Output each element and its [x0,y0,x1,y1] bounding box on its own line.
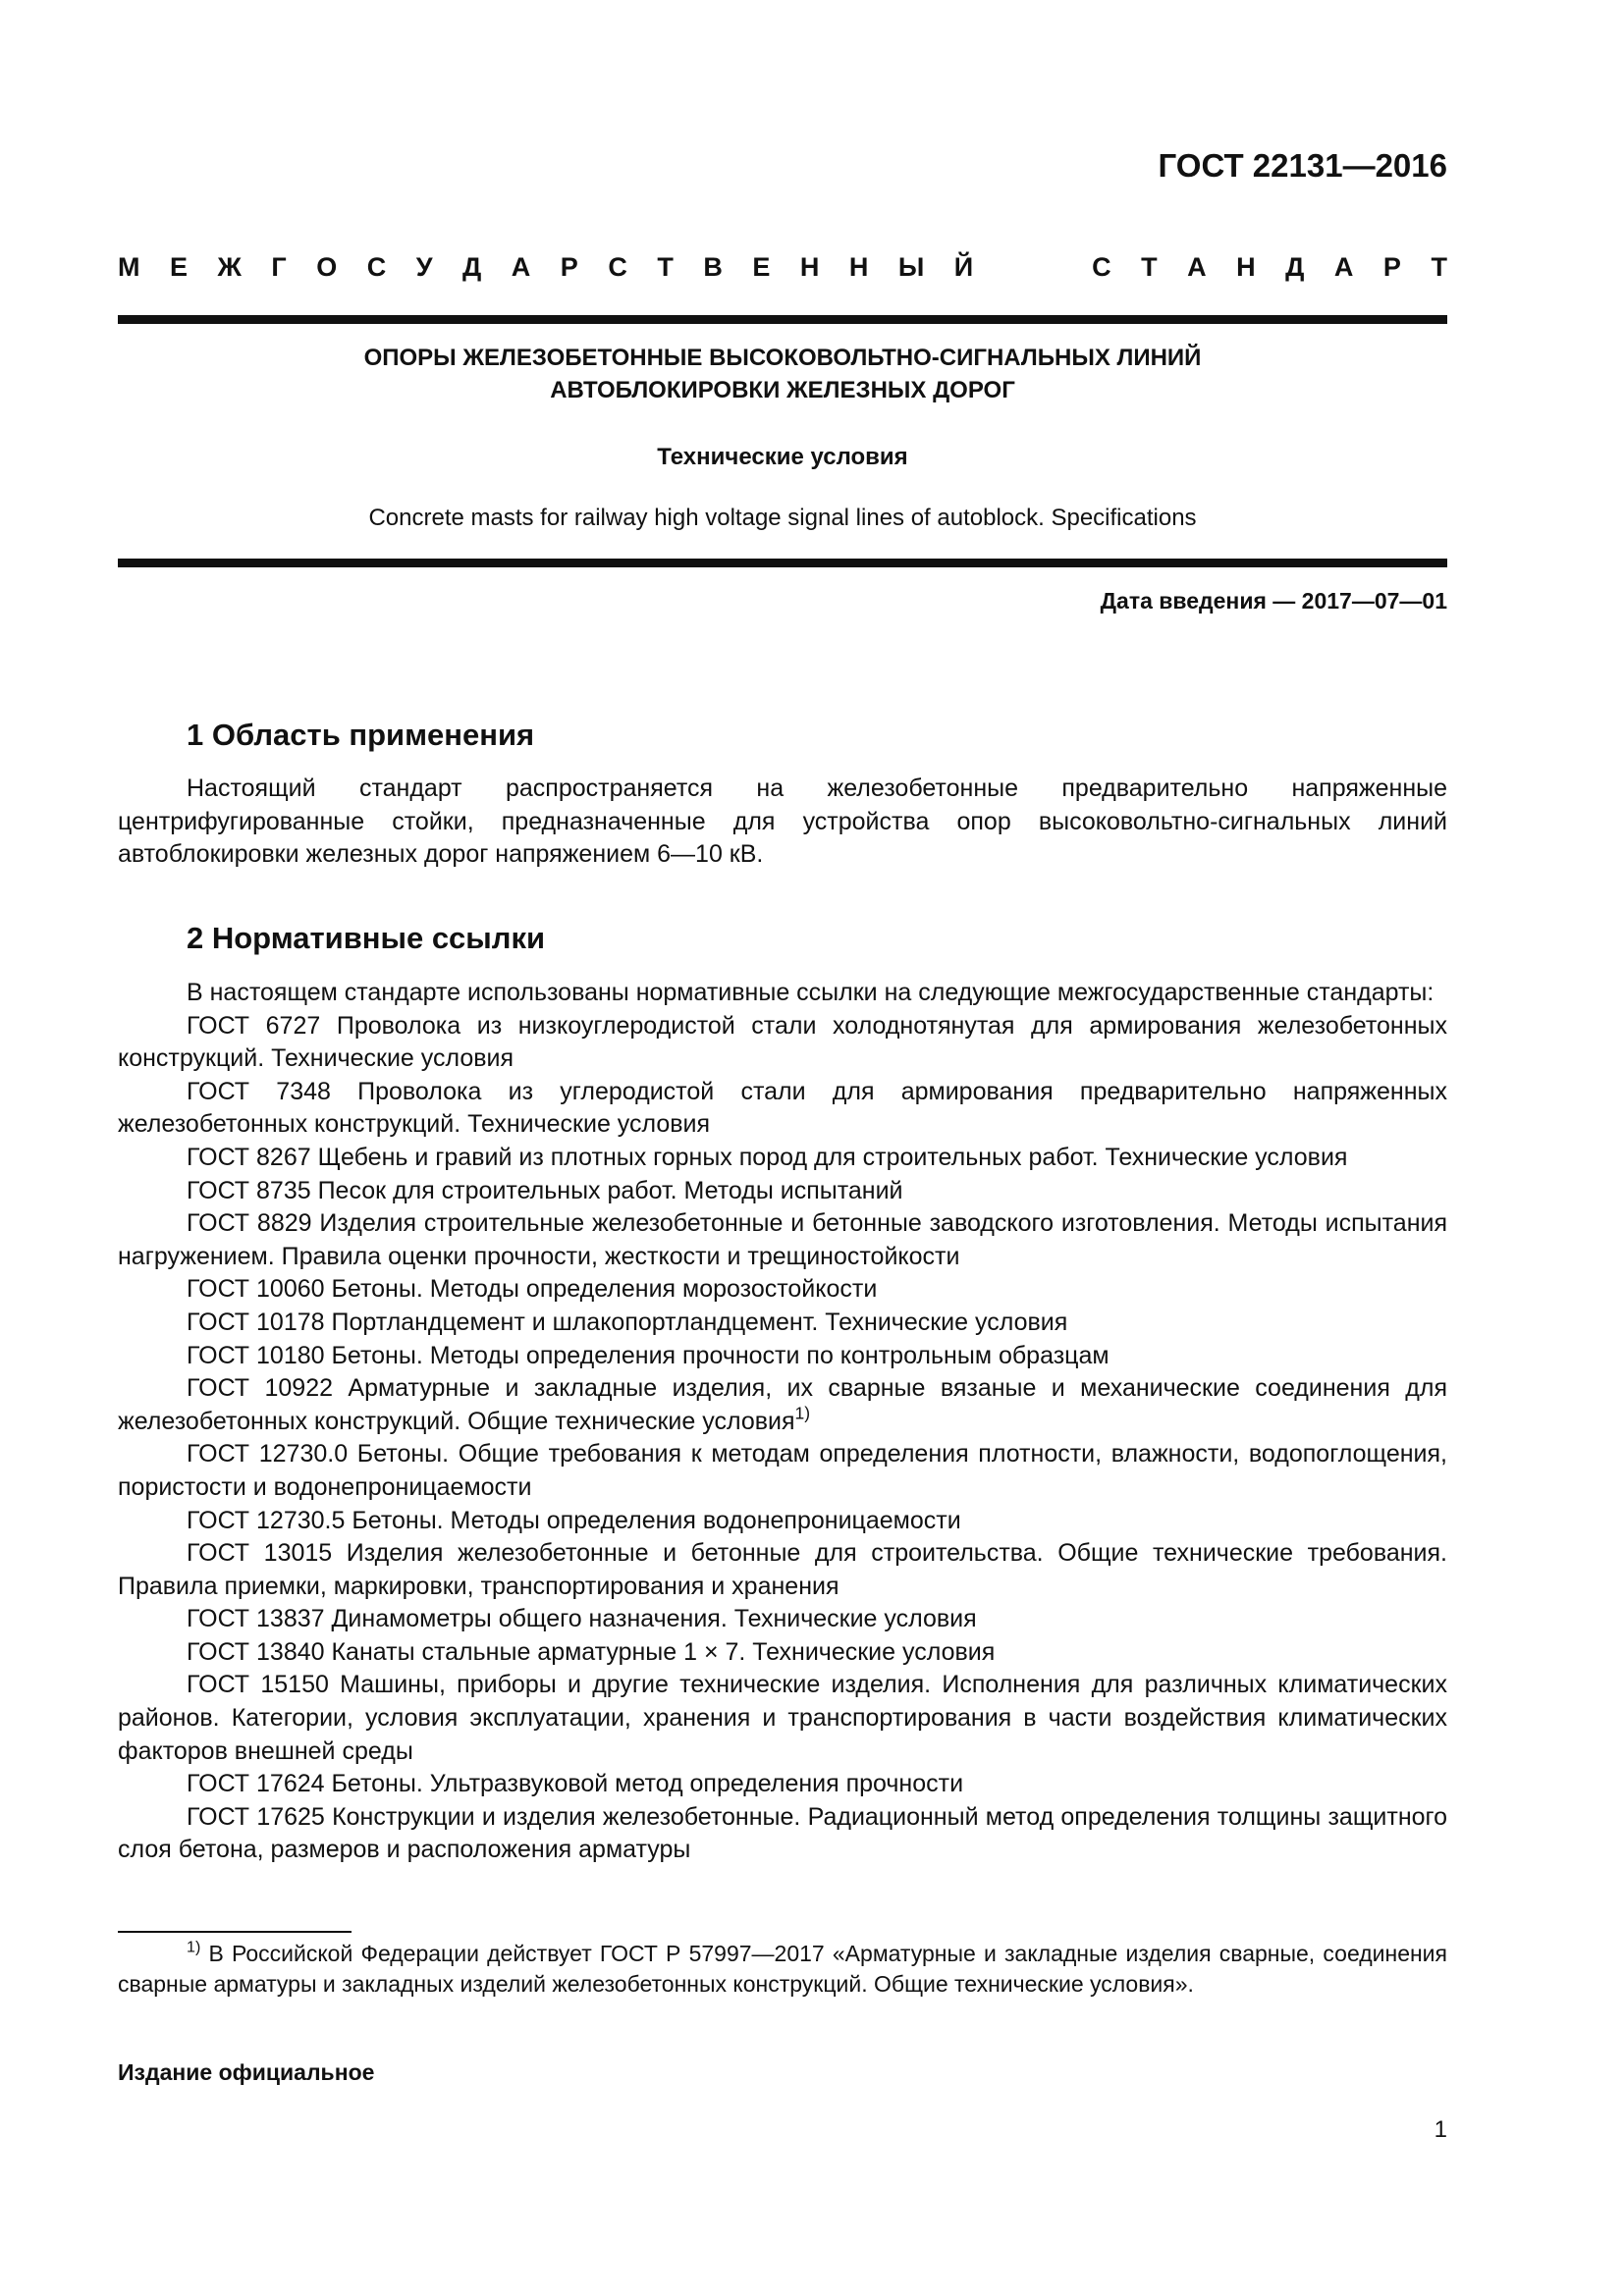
reference-item [118,1505,1447,1538]
footnote-reference-mark[interactable]: 1) [794,1403,811,1423]
banner-letter: Ы [897,252,925,282]
banner-letter: А [1333,252,1354,282]
banner-letter: А [1187,252,1207,282]
reference-text: ГОСТ 13840 Канаты стальные арматурные 1 × 7. Технические условия [187,1637,996,1666]
banner-letter: Т [1141,252,1158,282]
title-line-2: АВТОБЛОКИРОВКИ ЖЕЛЕЗНЫХ ДОРОГ [550,377,1015,403]
footnote-mark: 1) [187,1938,201,1956]
reference-text: ГОСТ 10060 Бетоны. Методы определения морозостойкости [187,1275,878,1304]
section-1-heading: 1 Область применения [187,718,535,752]
section-2-body [118,977,1447,1867]
banner-letter: Н [799,252,820,282]
banner-letter: М [118,252,140,282]
reference-item [118,1076,1447,1142]
section-2-intro: В настоящем стандарте использованы нормативные ссылки на следующие межгосударственные стандарты: [187,979,1435,1006]
section-1-paragraph: Настоящий стандарт распространяется на железобетонные предварительно напряженные центрифугированные стойки, предназначенные для устройства опор высоковольтно-сигнальных линий автоблокировки железных дорог напряжением 6—10 кВ. [118,774,1447,869]
reference-item [118,1636,1447,1670]
banner-letter: Г [271,252,287,282]
reference-text: ГОСТ 7348 Проволока из углеродистой стали для армирования предварительно напряженных железобетонных конструкций. Технические условия [118,1077,1447,1139]
document-subtitle: Технические условия [657,444,908,470]
reference-item [118,1142,1447,1175]
document-code: ГОСТ 22131—2016 [1158,147,1447,184]
english-title: Concrete masts for railway high voltage signal lines of autoblock. Specifications [368,505,1197,531]
introduction-date: Дата введения — 2017—07—01 [1100,588,1447,614]
reference-item [118,1372,1447,1438]
reference-text: ГОСТ 13015 Изделия железобетонные и бетонные для строительства. Общие технические требования. Правила приемки, маркировки, транспортирования и хранения [118,1539,1447,1600]
reference-item [118,1175,1447,1208]
banner-letter: Т [657,252,674,282]
reference-text: ГОСТ 13837 Динамометры общего назначения. Технические условия [187,1605,977,1633]
section-1-body [118,773,1447,872]
banner-letter: А [511,252,531,282]
banner-letter: Д [462,252,482,282]
banner-letter: В [703,252,723,282]
reference-item [118,1307,1447,1340]
reference-item [118,1768,1447,1801]
banner-letter: Н [1236,252,1256,282]
reference-text: ГОСТ 10180 Бетоны. Методы определения прочности по контрольным образцам [187,1341,1110,1369]
banner-letter: С [608,252,627,282]
title-bottom-rule [118,559,1447,567]
footnote-text: В Российской Федерации действует ГОСТ Р 57997—2017 «Арматурные и закладные изделия сварные, соединения сварные арматуры и закладных изделий железобетонных конструкций. Общие технические условия». [118,1941,1447,1997]
reference-item [118,1603,1447,1636]
banner-letter: Н [848,252,869,282]
reference-text: ГОСТ 12730.0 Бетоны. Общие требования к методам определения плотности, влажности, водопоглощения, пористости и водонепроницаемости [118,1440,1447,1501]
banner-letter: Р [560,252,578,282]
standard-type-banner [118,250,1447,284]
banner-letter: Р [1382,252,1401,282]
footnote-separator [118,1931,352,1933]
banner-letter: Т [1431,252,1447,282]
reference-text: ГОСТ 8735 Песок для строительных работ. Методы испытаний [187,1176,903,1204]
banner-letter: Е [170,252,189,282]
banner-letter: С [1092,252,1111,282]
banner-letter: Д [1285,252,1305,282]
reference-text: ГОСТ 12730.5 Бетоны. Методы определения водонепроницаемости [187,1506,961,1534]
reference-item [118,1207,1447,1273]
official-edition-label: Издание официальное [118,2059,375,2085]
reference-item [118,1438,1447,1504]
footnote [118,1939,1447,2000]
reference-item [118,1340,1447,1373]
reference-item [118,1273,1447,1307]
banner-letter: Ж [217,252,242,282]
banner-letter: Й [953,252,974,282]
banner-letter: У [415,252,433,282]
page-number: 1 [1434,2116,1447,2143]
banner-word-gap [1003,250,1062,284]
reference-text: ГОСТ 17625 Конструкции и изделия железобетонные. Радиационный метод определения толщины защитного слоя бетона, размеров и расположения арматуры [118,1802,1447,1864]
reference-text: ГОСТ 17624 Бетоны. Ультразвуковой метод определения прочности [187,1770,964,1798]
reference-text: ГОСТ 6727 Проволока из низкоуглеродистой стали холоднотянутая для армирования железобетонных конструкций. Технические условия [118,1011,1447,1073]
document-title [118,342,1447,406]
banner-letter: С [366,252,387,282]
top-rule [118,315,1447,324]
title-line-1: ОПОРЫ ЖЕЛЕЗОБЕТОННЫЕ ВЫСОКОВОЛЬТНО-СИГНАЛЬНЫХ ЛИНИЙ [363,345,1202,371]
banner-letter: О [316,252,338,282]
reference-text: ГОСТ 10178 Портландцемент и шлакопортландцемент. Технические условия [187,1308,1068,1336]
reference-text: ГОСТ 15150 Машины, приборы и другие технические изделия. Исполнения для различных климатических районов. Категории, условия эксплуатации, хранения и транспортирования в части воздействия климатических факторов внешней среды [118,1671,1447,1765]
section-2-heading: 2 Нормативные ссылки [187,921,546,955]
reference-text: ГОСТ 8267 Щебень и гравий из плотных горных пород для строительных работ. Технические условия [187,1143,1348,1171]
reference-item [118,1010,1447,1076]
reference-item [118,1669,1447,1768]
reference-text: ГОСТ 8829 Изделия строительные железобетонные и бетонные заводского изготовления. Методы испытания нагружением. Правила оценки прочности, жесткости и трещиностойкости [118,1209,1447,1270]
reference-text: ГОСТ 10922 Арматурные и закладные изделия, их сварные вязаные и механические соединения для железобетонных конструкций. Общие технические условия [118,1374,1447,1435]
reference-item [118,1537,1447,1603]
reference-item [118,1801,1447,1867]
banner-letter: Е [752,252,771,282]
